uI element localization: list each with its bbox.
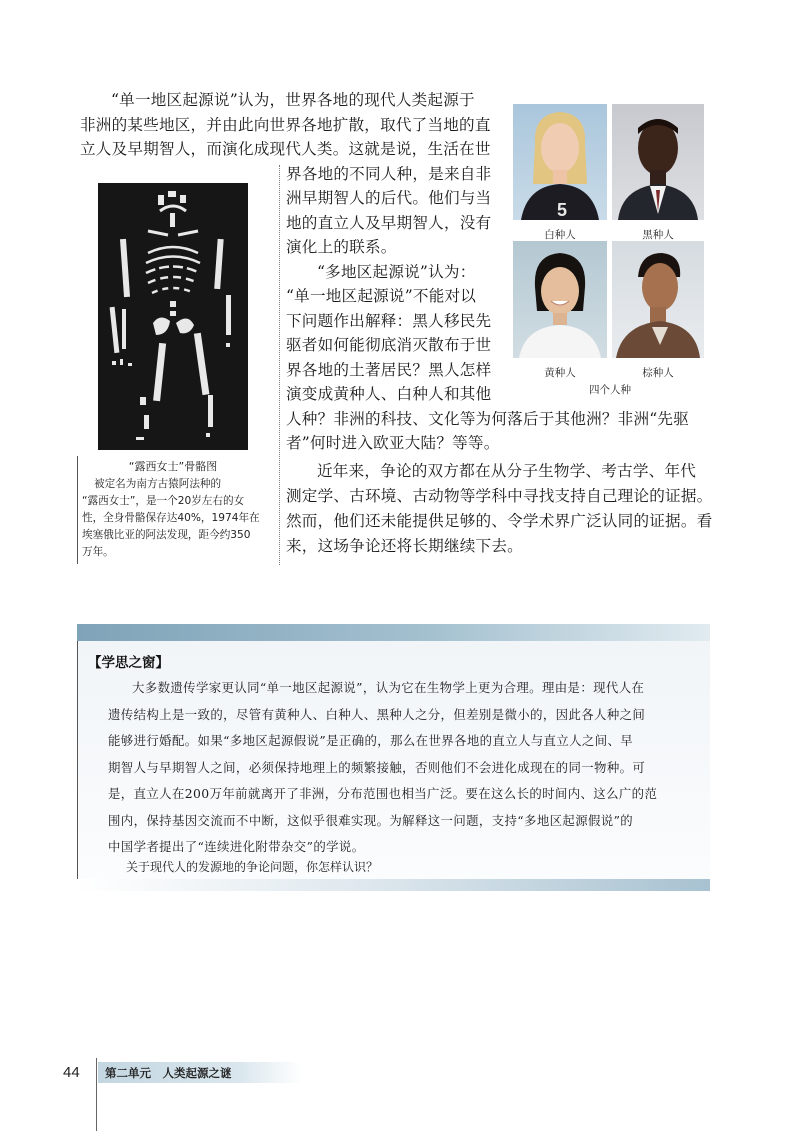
sidebox-bottom-bar — [77, 879, 710, 891]
yellow-race-photo — [513, 241, 607, 358]
paragraph-multi-origin — [286, 260, 491, 407]
sidebox-line: 是，直立人在200万年前就离开了非洲，分布范围也相当广泛。要在这么长的时间内、这么广的范 — [108, 786, 658, 801]
sidebox-line: 能够进行婚配。如果“多地区起源假说”是正确的，那么在世界各地的直立人与直立人之间、早 — [108, 733, 634, 748]
text-line: 界各地的土著居民？黑人怎样 — [286, 360, 492, 379]
text-line: 来，这场争论还将长期继续下去。 — [286, 537, 523, 555]
shirt-number: 5 — [557, 200, 568, 220]
portrait-icon — [612, 241, 704, 358]
portrait-icon — [513, 241, 607, 358]
footer-rule — [96, 1058, 97, 1131]
lucy-skeleton-image — [98, 183, 248, 450]
sidebox-title: 【学思之窗】 — [88, 655, 169, 671]
sidebox-line: 期智人与早期智人之间，必须保持地理上的频繁接触，否则他们不会进化成现在的同一物种。可 — [108, 759, 646, 775]
sidebox-top-bar — [77, 624, 710, 641]
text-line: 测定学、古环境、古动物等学科中寻找支持自己理论的证据。 — [286, 487, 713, 505]
note-bracket — [77, 456, 78, 564]
text-line: 人种？非洲的科技、文化等为何落后于其他洲？非洲“先驱 — [286, 409, 690, 428]
text-line: 者”何时进入欧亚大陆？等等。 — [286, 434, 500, 452]
text-line: 地的直立人及早期智人，没有 — [286, 213, 492, 232]
paragraph-recent-debate — [286, 459, 712, 559]
sidebox-question: 关于现代人的发源地的争论问题，你怎样认识？ — [126, 860, 379, 874]
note-line: 被定名为南方古猿阿法种的 — [94, 478, 222, 490]
column-divider — [279, 165, 280, 565]
label-black-race: 黑种人 — [642, 229, 674, 241]
text-line: 洲早期智人的后代。他们与当 — [286, 189, 492, 207]
text-line: 然而，他们还未能提供足够的、令学术界广泛认同的证据。看 — [286, 512, 713, 530]
text-line: 立人及早期智人，而演化成现代人类。这就是说，生活在世 — [80, 140, 491, 158]
paragraph-multi-origin-continued — [286, 407, 689, 456]
label-yellow-race: 黄种人 — [544, 367, 576, 379]
sidebox-left-rule — [77, 641, 78, 886]
black-race-photo — [612, 104, 704, 220]
text-line: 非洲的某些地区，并由此向世界各地扩散，取代了当地的直 — [80, 115, 491, 134]
label-white-race: 白种人 — [544, 229, 576, 241]
paragraph-single-origin — [80, 88, 491, 162]
sidebox-line: 中国学者提出了“连续进化附带杂交”的学说。 — [108, 839, 365, 854]
note-line: “露西女士”，是一个20岁左右的女 — [82, 495, 245, 507]
skeleton-caption: “露西女士”骨骼图 — [128, 460, 218, 473]
note-line: 性，全身骨骼保存达40%，1974年在 — [82, 512, 260, 524]
text-line: 演变成黄种人、白种人和其他 — [286, 385, 492, 403]
text-line: 驱者如何能彻底消灭散布于世 — [286, 336, 492, 354]
note-line: 埃塞俄比亚的阿法发现，距今约350 — [82, 529, 251, 541]
portrait-icon — [612, 104, 704, 220]
sidebox-line: 遗传结构上是一致的，尽管有黄种人、白种人、黑种人之分，但差别是微小的，因此各人种之间 — [108, 706, 646, 722]
skeleton-note — [82, 476, 272, 561]
text-line: “多地区起源说”认为： — [317, 262, 476, 281]
brown-race-photo — [612, 241, 704, 358]
text-line: 界各地的不同人种，是来自非 — [286, 164, 492, 183]
sidebox-body — [108, 675, 657, 861]
text-line: 下问题作出解释：黑人移民先 — [286, 311, 492, 330]
text-line: “单一地区起源说”认为，世界各地的现代人类起源于 — [111, 91, 475, 109]
footer-unit-title: 第二单元 人类起源之谜 — [105, 1066, 232, 1080]
text-line: 演化上的联系。 — [286, 238, 397, 256]
portrait-icon — [513, 104, 607, 220]
skeleton-icon — [98, 183, 248, 450]
page-number: 44 — [63, 1064, 80, 1081]
paragraph-single-origin-continued — [286, 162, 491, 260]
races-group-caption: 四个人种 — [589, 384, 631, 396]
sidebox-line: 围内，保持基因交流而不中断，这似乎很难实现。为解释这一问题，支持“多地区起源假说”的 — [108, 812, 634, 828]
white-race-photo — [513, 104, 607, 220]
text-line: 近年来，争论的双方都在从分子生物学、考古学、年代 — [317, 462, 697, 480]
note-line: 万年。 — [82, 546, 114, 558]
label-brown-race: 棕种人 — [642, 367, 674, 379]
text-line: “单一地区起源说”不能对以 — [286, 287, 477, 305]
sidebox-line: 大多数遗传学家更认同“单一地区起源说”，认为它在生物学上更为合理。理由是：现代人在 — [132, 680, 645, 695]
